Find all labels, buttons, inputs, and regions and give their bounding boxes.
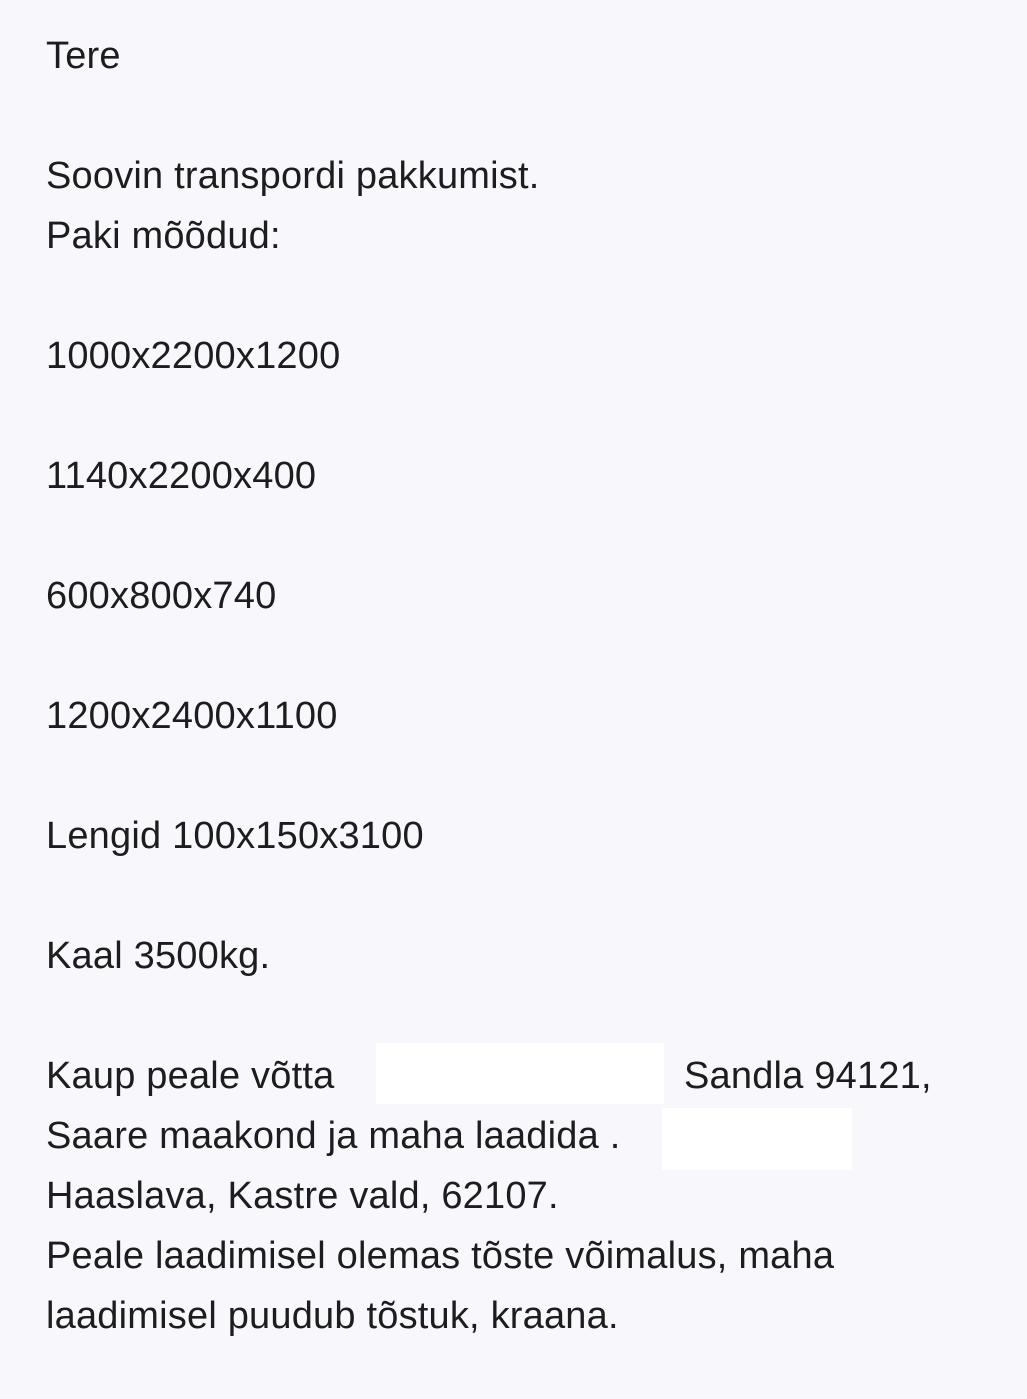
dropoff-address-text: Haaslava, Kastre vald, 62107.: [46, 1175, 559, 1217]
loading-info-line: laadimisel puudub tõstuk, kraana.: [46, 1295, 619, 1337]
pickup-prefix-text: Kaup peale võtta: [46, 1055, 335, 1097]
dropoff-prefix-text: Saare maakond ja maha laadida .: [46, 1115, 621, 1157]
loading-info-line: Peale laadimisel olemas tõste võimalus, maha: [46, 1235, 835, 1277]
dimension-item: 600x800x740: [46, 575, 277, 617]
dimension-item: 1200x2400x1100: [46, 695, 338, 737]
dimensions-label: Paki mõõdud:: [46, 215, 281, 257]
greeting-text: Tere: [46, 35, 121, 77]
dimension-item: 1000x2200x1200: [46, 335, 341, 377]
dimension-item: Lengid 100x150x3100: [46, 815, 424, 857]
request-text: Soovin transpordi pakkumist.: [46, 155, 540, 197]
weight-text: Kaal 3500kg.: [46, 935, 271, 977]
redacted-pickup-address: [376, 1043, 664, 1104]
pickup-suffix-text: Sandla 94121,: [684, 1055, 932, 1097]
redacted-dropoff-address: [662, 1108, 852, 1170]
dimension-item: 1140x2200x400: [46, 455, 317, 497]
